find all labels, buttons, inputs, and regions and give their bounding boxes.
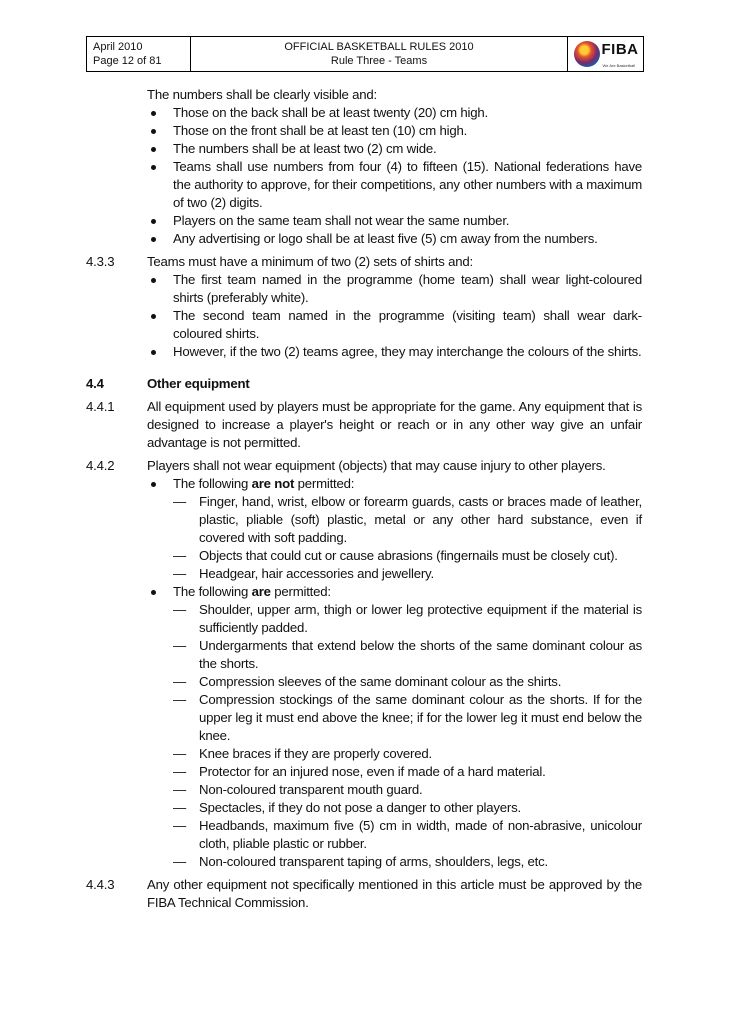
article-text: All equipment used by players must be appropriate for the game. Any equipment that is designed to increase a player's height or reach or in any other way give an unfair advantage is not permitted. xyxy=(147,399,642,450)
permitted-item xyxy=(147,583,642,871)
section-title: Other equipment xyxy=(147,376,250,391)
header-page: Page 12 of 81 xyxy=(93,55,162,67)
numbers-intro: The numbers shall be clearly visible and: xyxy=(147,87,378,102)
shirts-list xyxy=(147,271,642,361)
list-item: The second team named in the programme (visiting team) shall wear dark-coloured shirts. xyxy=(147,307,642,343)
header-left xyxy=(87,37,191,71)
section-number: 4.4 xyxy=(86,376,104,391)
list-item: — Finger, hand, wrist, elbow or forearm guards, casts or braces made of leather, plastic, pliable (soft) plastic, metal or any other hard substance, even if covered with soft padding. xyxy=(173,493,642,547)
page-header xyxy=(86,36,644,72)
logo-text: FIBA xyxy=(601,41,639,58)
list-item: Teams shall use numbers from four (4) to fifteen (15). National federations have the authority to approve, for their competitions, any other numbers with a maximum of two (2) digits. xyxy=(147,158,642,212)
basketball-icon xyxy=(574,41,600,67)
header-date: April 2010 xyxy=(93,41,143,53)
permitted-pre: The following xyxy=(173,584,252,599)
permitted-post: permitted: xyxy=(270,584,331,599)
list-item: — Non-coloured transparent taping of arms, shoulders, legs, etc. xyxy=(173,853,642,871)
list-item: — Compression stockings of the same dominant colour as the shorts. If for the upper leg it must end above the knee; if for the lower leg it must end below the knee. xyxy=(173,691,642,745)
list-item: However, if the two (2) teams agree, they may interchange the colours of the shirts. xyxy=(147,343,642,361)
list-item: Those on the front shall be at least ten (10) cm high. xyxy=(147,122,642,140)
not-permitted-list xyxy=(173,493,642,583)
article-number: 4.4.1 xyxy=(86,399,115,414)
list-item: — Knee braces if they are properly covered. xyxy=(173,745,642,763)
article-4-4-1 xyxy=(86,398,642,452)
not-permitted-emphasis: are not xyxy=(251,476,295,491)
article-number: 4.4.3 xyxy=(86,877,115,892)
not-permitted-pre: The following xyxy=(173,476,252,491)
header-center xyxy=(191,37,568,71)
equipment-list xyxy=(147,475,642,871)
list-item: Any advertising or logo shall be at least five (5) cm away from the numbers. xyxy=(147,230,642,248)
list-item: — Spectacles, if they do not pose a danger to other players. xyxy=(173,799,642,817)
list-item: — Shoulder, upper arm, thigh or lower leg protective equipment if the material is sufficiently padded. xyxy=(173,601,642,637)
not-permitted-item xyxy=(147,475,642,583)
header-subtitle: Rule Three - Teams xyxy=(330,55,428,67)
permitted-list xyxy=(173,601,642,871)
list-item: — Non-coloured transparent mouth guard. xyxy=(173,781,642,799)
list-item: Those on the back shall be at least twenty (20) cm high. xyxy=(147,104,642,122)
article-text: Players shall not wear equipment (objects) that may cause injury to other players. xyxy=(147,458,606,473)
list-item: The numbers shall be at least two (2) cm wide. xyxy=(147,140,642,158)
article-text: Any other equipment not specifically mentioned in this article must be approved by the FIBA Technical Commission. xyxy=(147,877,642,910)
article-4-4 xyxy=(86,375,642,393)
logo-tagline: We Are Basketball xyxy=(602,63,636,68)
article-4-4-2 xyxy=(86,457,642,475)
fiba-logo xyxy=(572,40,640,68)
list-item: — Headbands, maximum five (5) cm in width, made of non-abrasive, unicolour cloth, pliable plastic or rubber. xyxy=(173,817,642,853)
article-4-4-3 xyxy=(86,876,642,912)
list-item: The first team named in the programme (home team) shall wear light-coloured shirts (preferably white). xyxy=(147,271,642,307)
article-number: 4.3.3 xyxy=(86,254,115,269)
list-item: — Compression sleeves of the same dominant colour as the shirts. xyxy=(173,673,642,691)
numbers-list xyxy=(147,104,642,248)
list-item: — Protector for an injured nose, even if made of a hard material. xyxy=(173,763,642,781)
not-permitted-post: permitted: xyxy=(294,476,355,491)
header-logo-cell xyxy=(568,37,643,71)
article-number: 4.4.2 xyxy=(86,458,115,473)
list-item: — Headgear, hair accessories and jewellery. xyxy=(173,565,642,583)
page-content xyxy=(86,86,642,912)
permitted-emphasis: are xyxy=(251,584,271,599)
list-item: — Undergarments that extend below the shorts of the same dominant colour as the shorts. xyxy=(173,637,642,673)
list-item: Players on the same team shall not wear the same number. xyxy=(147,212,642,230)
article-4-3-3 xyxy=(86,253,642,271)
header-title: OFFICIAL BASKETBALL RULES 2010 xyxy=(284,41,474,53)
article-text: Teams must have a minimum of two (2) sets of shirts and: xyxy=(147,254,473,269)
list-item: — Objects that could cut or cause abrasions (fingernails must be closely cut). xyxy=(173,547,642,565)
